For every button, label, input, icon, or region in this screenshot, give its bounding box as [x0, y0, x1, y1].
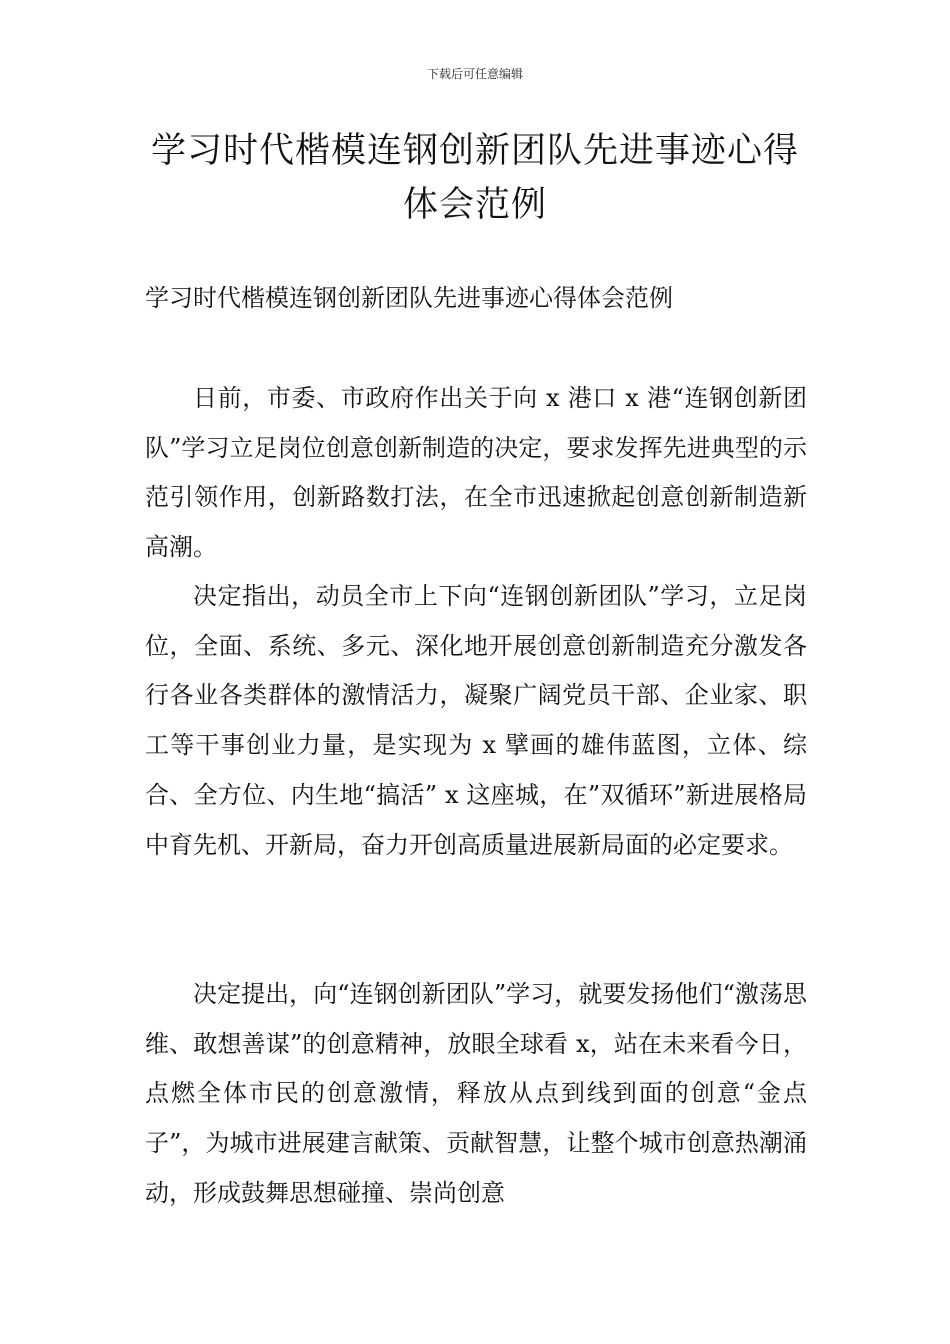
- header-note: 下载后可任意编辑: [426, 67, 523, 81]
- body-paragraph: 决定提出，向“连钢创新团队”学习，就要发扬他们“激荡思维、敢想善谋”的创意精神，放眼全球看 x，站在未来看今日，点燃全体市民的创意激情，释放从点到线到面的创意“金点子”，为城市进展建言献策、贡献智慧，让整个城市创意热潮涌动，形成鼓舞思想碰撞、崇尚创意: [145, 980, 807, 1207]
- body-paragraph: 决定指出，动员全市上下向“连钢创新团队”学习，立足岗位，全面、系统、多元、深化地开展创意创新制造充分激发各行各业各类群体的激情活力，凝聚广阔党员干部、企业家、职工等干事创业力量，是实现为 x 擘画的雄伟蓝图，立体、综合、全方位、内生地“搞活” x 这座城，在”双循环”新进展格局中育先机、开新局，奋力开创高质量进展新局面的必定要求。: [145, 582, 807, 859]
- document-subtitle: 学习时代楷模连钢创新团队先进事迹心得体会范例: [145, 284, 673, 312]
- body-paragraph: 日前，市委、市政府作出关于向 x 港口 x 港“连钢创新团队”学习立足岗位创意创新制造的决定，要求发挥先进典型的示范引领作用，创新路数打法，在全市迅速掀起创意创新制造新高潮。: [145, 384, 807, 562]
- document-title: 学习时代楷模连钢创新团队先进事迹心得体会范例: [150, 131, 799, 225]
